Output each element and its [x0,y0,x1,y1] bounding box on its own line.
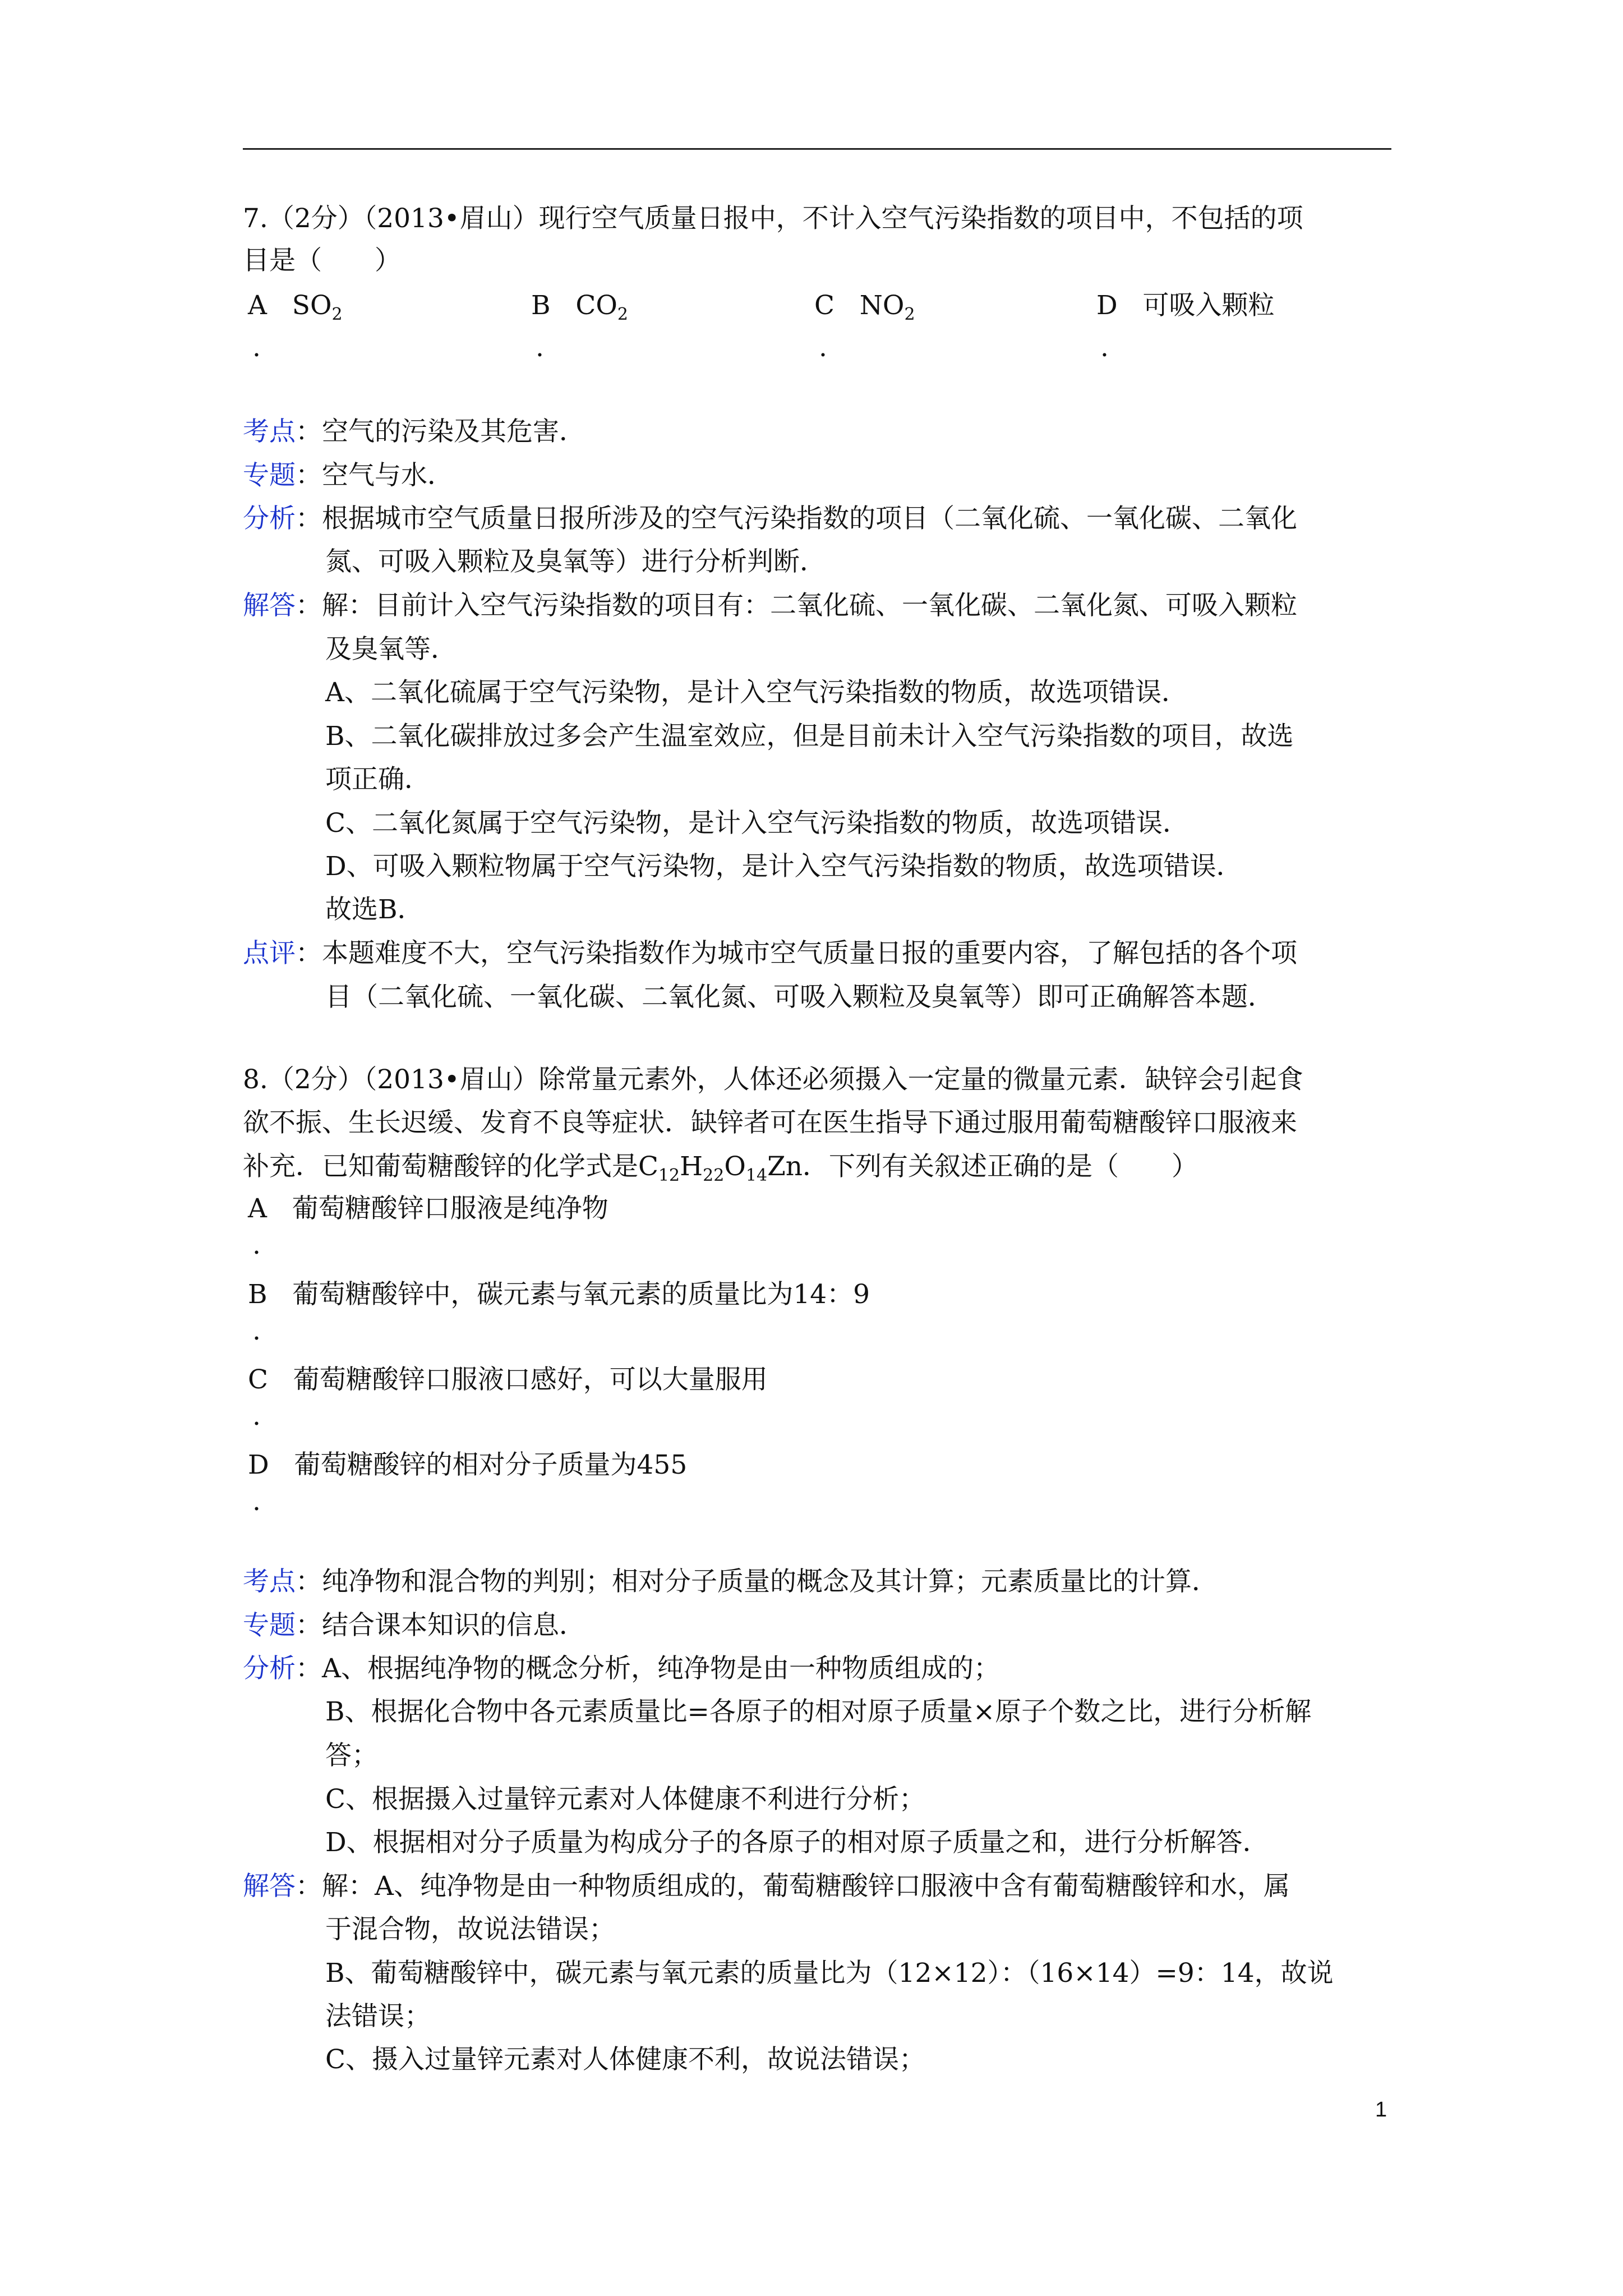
q7-jieda-line2: 及臭氧等． [325,634,457,665]
q7-zhuanti: 专题：空气与水． [243,460,454,491]
q7-jieda-line6: C、二氧化氮属于空气污染物，是计入空气污染指数的物质，故选项错误． [325,808,1189,839]
q8-fenxi-line2: B、根据化合物中各元素质量比=各原子的相对原子质量×原子个数之比，进行分析解 [325,1696,1312,1727]
q7-dianping: 点评：本题难度不大，空气污染指数作为城市空气质量日报的重要内容，了解包括的各个项 [243,938,1297,969]
option-dot: . [252,1486,261,1517]
q7-fenxi-line2: 氮、可吸入颗粒及臭氧等）进行分析判断． [325,546,826,577]
q7-jieda-line7: D、可吸入颗粒物属于空气污染物，是计入空气污染指数的物质，故选项错误． [325,851,1243,882]
option-dot: . [252,1315,261,1346]
option-dot: . [252,1401,261,1432]
q7-option-a: A $SO_2$ [248,290,343,324]
q7-kaodian: 考点：空气的污染及其危害． [243,416,585,447]
q8-fenxi-line3: 答； [325,1740,378,1771]
q7-option-d: D 可吸入颗粒 [1096,290,1275,321]
q8-option-b: B 葡萄糖酸锌中，碳元素与氧元素的质量比为14：9 [248,1279,870,1310]
q7-option-b: B $CO_2$ [531,290,628,324]
q7-stem-line1: 7.（2分）（2013•眉山）现行空气质量日报中，不计入空气污染指数的项目中，不包括的项 [243,203,1303,234]
option-dot: . [252,332,261,363]
q7-jieda-line8: 故选B． [325,894,424,925]
q8-jieda-line3: B、葡萄糖酸锌中，碳元素与氧元素的质量比为（12×12）：（16×14）=9：14，故说 [325,1958,1334,1989]
q8-stem-line1: 8.（2分）（2013•眉山）除常量元素外，人体还必须摄入一定量的微量元素．缺锌会引起食 [243,1064,1303,1095]
option-dot: . [252,1230,261,1260]
q7-jieda: 解答：解：目前计入空气污染指数的项目有：二氧化硫、一氧化碳、二氧化氮、可吸入颗粒 [243,590,1297,621]
q8-option-d: D 葡萄糖酸锌的相对分子质量为455 [248,1450,688,1480]
q8-fenxi: 分析：A、根据纯净物的概念分析，纯净物是由一种物质组成的； [243,1653,1000,1684]
option-dot: . [536,332,544,363]
q7-jieda-line4: B、二氧化碳排放过多会产生温室效应，但是目前未计入空气污染指数的项目，故选 [325,721,1294,752]
q7-dianping-line2: 目（二氧化硫、一氧化碳、二氧化氮、可吸入颗粒及臭氧等）即可正确解答本题． [325,982,1274,1013]
q8-jieda-line5: C、摄入过量锌元素对人体健康不利，故说法错误； [325,2044,925,2075]
q8-fenxi-line4: C、根据摄入过量锌元素对人体健康不利进行分析； [325,1784,925,1815]
q8-option-a: A 葡萄糖酸锌口服液是纯净物 [248,1193,608,1224]
q8-option-c: C 葡萄糖酸锌口服液口感好，可以大量服用 [248,1364,768,1395]
option-dot: . [1100,332,1109,363]
header-rule [243,148,1391,150]
q8-jieda-line4: 法错误； [325,2001,431,2032]
q7-fenxi: 分析：根据城市空气质量日报所涉及的空气污染指数的项目（二氧化硫、一氧化碳、二氧化 [243,503,1297,534]
page-number: 1 [1375,2098,1387,2122]
q7-option-c: C $NO_2$ [814,290,915,324]
q8-jieda: 解答：解：A、纯净物是由一种物质组成的，葡萄糖酸锌口服液中含有葡萄糖酸锌和水，属 [243,1871,1290,1902]
option-dot: . [819,332,827,363]
q7-jieda-line5: 项正确． [325,764,431,795]
q8-stem-line2: 欲不振、生长迟缓、发育不良等症状．缺锌者可在医生指导下通过服用葡萄糖酸锌口服液来 [243,1107,1297,1138]
q8-kaodian: 考点：纯净物和混合物的判别；相对分子质量的概念及其计算；元素质量比的计算． [243,1566,1218,1597]
q8-zhuanti: 专题：结合课本知识的信息． [243,1610,585,1641]
q8-stem-line3: 补充．已知葡萄糖酸锌的化学式是$C_{12}H_{22}O_{14}Zn$．下列有关叙述正确的是（ ） [243,1151,1198,1185]
q7-jieda-line3: A、二氧化硫属于空气污染物，是计入空气污染指数的物质，故选项错误． [325,677,1188,708]
q7-stem-line2: 目是（ ） [243,245,401,276]
q8-jieda-line2: 于混合物，故说法错误； [325,1914,615,1945]
q8-fenxi-line5: D、根据相对分子质量为构成分子的各原子的相对原子质量之和，进行分析解答． [325,1827,1269,1858]
